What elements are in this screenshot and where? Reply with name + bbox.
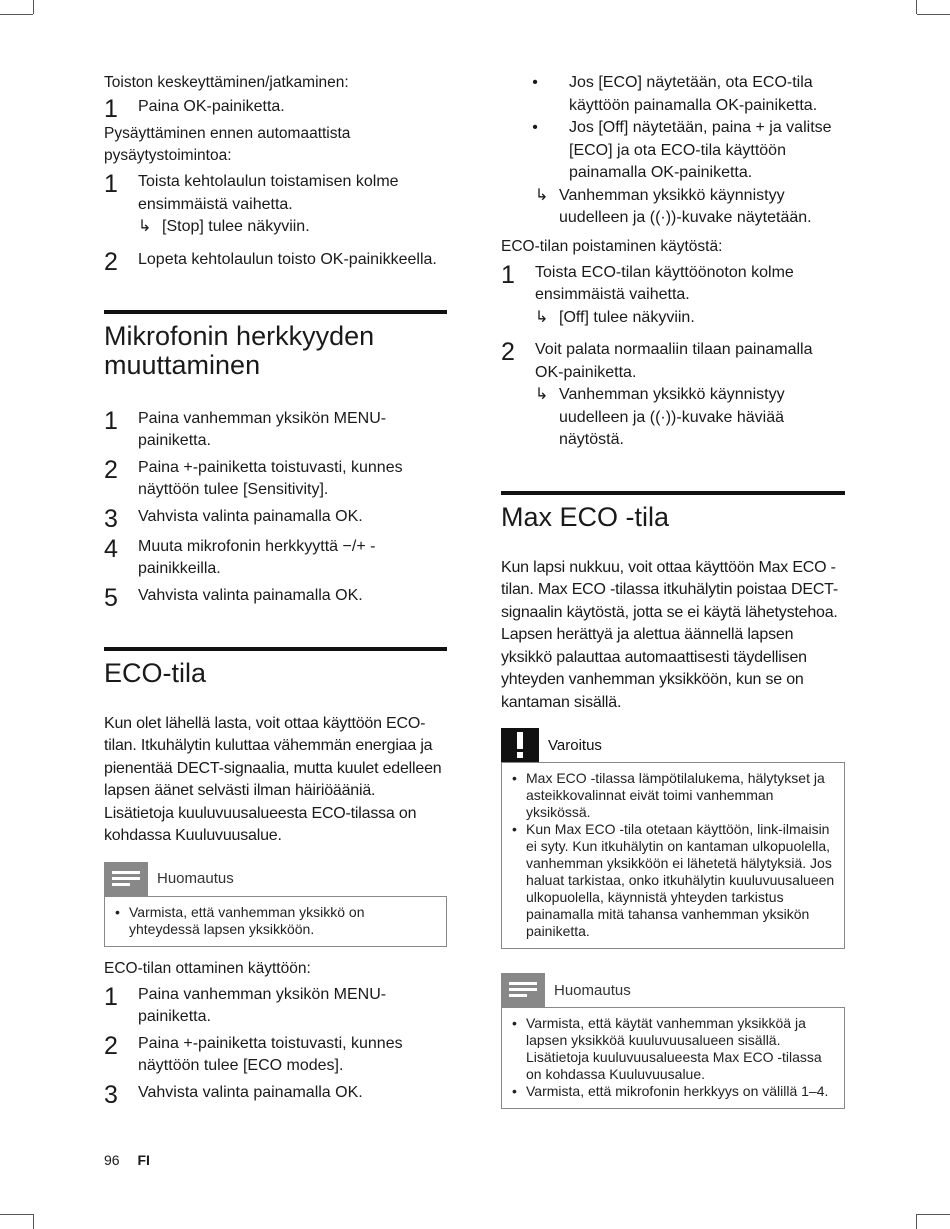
step-number: 5 [104,583,118,612]
step-text: Paina vanhemman yksikön MENU-painiketta. [138,985,387,1025]
warning-callout [501,728,845,949]
page-number: 96 [104,1152,120,1168]
crop-mark [917,14,950,15]
mic-step-5 [104,585,447,611]
stop-heading: Pysäyttäminen ennen automaattista pysäytystoimintoa: [104,125,351,164]
mic-step-4 [104,536,447,581]
result-text: Vanhemman yksikkö käynnistyy uudelleen ja ((·))-kuvake näytetään. [559,186,812,226]
stop-step-1 [104,171,447,239]
step-text: Paina +-painiketta toistuvasti, kunnes näyttöön tulee [Sensitivity]. [138,458,403,498]
eco-bullet-2: • Jos [Off] näytetään, paina + ja valitse [ECO] ja ota ECO-tila käyttöön painamalla OK-painiketta. [532,119,832,181]
step-number: 1 [501,260,515,289]
section-rule [104,647,447,651]
step-text: Voit palata normaaliin tilaan painamalla OK-painiketta. [535,341,813,381]
step-text: Paina vanhemman yksikön MENU-painiketta. [138,409,387,449]
crop-mark [0,14,33,15]
note-item: • Varmista, että käytät vanhemman yksikköä ja lapsen yksikköä kuuluvuusalueen sisällä. Lisätietoja kuuluvuusalueesta Max ECO -tilassa on kohdassa Kuuluvuusalue. [512,1015,822,1082]
right-column [501,72,845,1109]
disable-step-1 [501,262,845,330]
disable-heading: ECO-tilan poistaminen käytöstä: [501,237,723,255]
disable-step-2 [501,339,845,452]
step-number: 2 [104,1031,118,1060]
note-item: • Varmista, että mikrofonin herkkyys on välillä 1–4. [512,1083,829,1099]
note-title: Huomautus [554,981,631,999]
step-text: Lopeta kehtolaulun toisto OK-painikkeella. [138,250,437,268]
step-text: Paina +-painiketta toistuvasti, kunnes näyttöön tulee [ECO modes]. [138,1034,403,1074]
left-column [104,72,447,1108]
pause-heading: Toiston keskeyttäminen/jatkaminen: [104,74,349,91]
step-number: 3 [104,1080,118,1109]
warning-icon [501,728,539,762]
step-result [535,307,845,330]
step-number: 3 [104,504,118,533]
note-callout [501,973,845,1109]
step-result [138,216,447,239]
eco-section-title: ECO-tila [104,657,207,688]
result-text: [Off] tulee näkyviin. [559,308,695,326]
note-box [104,896,447,947]
crop-mark [917,1214,950,1215]
note-icon [501,973,545,1007]
section-rule [501,491,845,495]
note-title: Huomautus [157,870,234,887]
step-number: 2 [501,338,515,366]
warning-title: Varoitus [548,736,602,754]
enable-step-2 [104,1033,447,1078]
result-text: Vanhemman yksikkö käynnistyy uudelleen ja ((·))-kuvake häviää näytöstä. [559,386,785,448]
step-number: 1 [104,95,118,123]
max-eco-section-title: Max ECO -tila [501,501,670,532]
mic-step-2 [104,457,447,502]
enable-step-1 [104,984,447,1029]
step-result [535,384,845,452]
mic-step-3 [104,506,447,532]
warning-item: • Max ECO -tilassa lämpötilalukema, hälytykset ja asteikkovalinnat eivät toimi vanhemman yksikössä. [512,770,825,820]
step-number: 1 [104,406,118,435]
page-footer [104,1152,164,1168]
step-text: Vahvista valinta painamalla OK. [138,586,363,604]
note-icon [104,862,148,896]
result-arrow-icon: ↳ [535,386,549,403]
warning-item: • Kun Max ECO -tila otetaan käyttöön, link-ilmaisin ei syty. Kun itkuhälytin on kantaman ulkopuolella, vanhemman yksikköön ei lähetetä hälytyksiä. Jos haluat tarkistaa, onko itkuhälytin kuuluvuusalueen ulkopuolella, käynnistä yhteyden tarkistus painamalla mitä tahansa vanhemman yksikön painiketta. [512,821,835,939]
crop-mark [33,1214,34,1229]
mic-section-title: Mikrofonin herkkyyden muuttaminen [104,320,375,380]
result-arrow-icon: ↳ [138,218,152,235]
step-text: Muuta mikrofonin herkkyyttä −/+ -painikkeilla. [138,537,376,577]
step-text: Vahvista valinta painamalla OK. [138,507,363,525]
step-number: 2 [104,247,118,276]
step-text: Vahvista valinta painamalla OK. [138,1083,363,1101]
step-text: Toista ECO-tilan käyttöönoton kolme ensimmäistä vaihetta. [535,263,794,303]
section-rule [104,310,447,314]
crop-mark [916,0,917,14]
note-callout [104,862,447,947]
crop-mark [0,1214,33,1215]
step-number: 1 [104,170,118,198]
enable-heading: ECO-tilan ottaminen käyttöön: [104,959,311,977]
eco-paragraph: Kun olet lähellä lasta, voit ottaa käyttöön ECO-tilan. Itkuhälytin kuluttaa vähemmän energiaa ja pienentää DECT-signaalia, mutta kuulet edelleen lapsen äänet selvästi ilman häiriöääniä. Lisätietoja kuuluvuusalueesta ECO-tilassa on kohdassa Kuuluvuusalue. [104,714,442,844]
result-arrow-icon: ↳ [535,186,549,204]
note-item: • Varmista, että vanhemman yksikkö on yhteydessä lapsen yksikköön. [115,903,365,937]
crop-mark [33,0,34,14]
warning-box [501,762,845,949]
result-arrow-icon: ↳ [535,308,549,326]
crop-mark [916,1214,917,1229]
result-text: [Stop] tulee näkyviin. [162,218,310,235]
step-text: Toista kehtolaulun toistamisen kolme ensimmäistä vaihetta. [138,173,399,213]
note-box [501,1007,845,1109]
stop-step-2 [104,249,447,275]
step-text: Paina OK-painiketta. [138,98,285,115]
language-code: FI [137,1152,150,1168]
enable-step-3 [104,1082,447,1108]
step-number: 1 [104,982,118,1011]
pause-step [104,96,447,122]
max-eco-paragraph: Kun lapsi nukkuu, voit ottaa käyttöön Max ECO -tilan. Max ECO -tilassa itkuhälytin poistaa DECT-signaalin käytöstä, jotta se ei käytä lähetystehoa. Lapsen herättyä ja alettua äännellä lapsen yksikkö palauttaa automaattisesti täydellisen yhteyden vanhemman yksikköön, kun se on kantaman sisällä. [501,558,838,711]
bullets-result [501,185,845,230]
step-number: 4 [104,534,118,563]
step-number: 2 [104,455,118,484]
eco-bullet-1: • Jos [ECO] näytetään, ota ECO-tila käyttöön painamalla OK-painiketta. [532,74,818,114]
mic-step-1 [104,408,447,453]
